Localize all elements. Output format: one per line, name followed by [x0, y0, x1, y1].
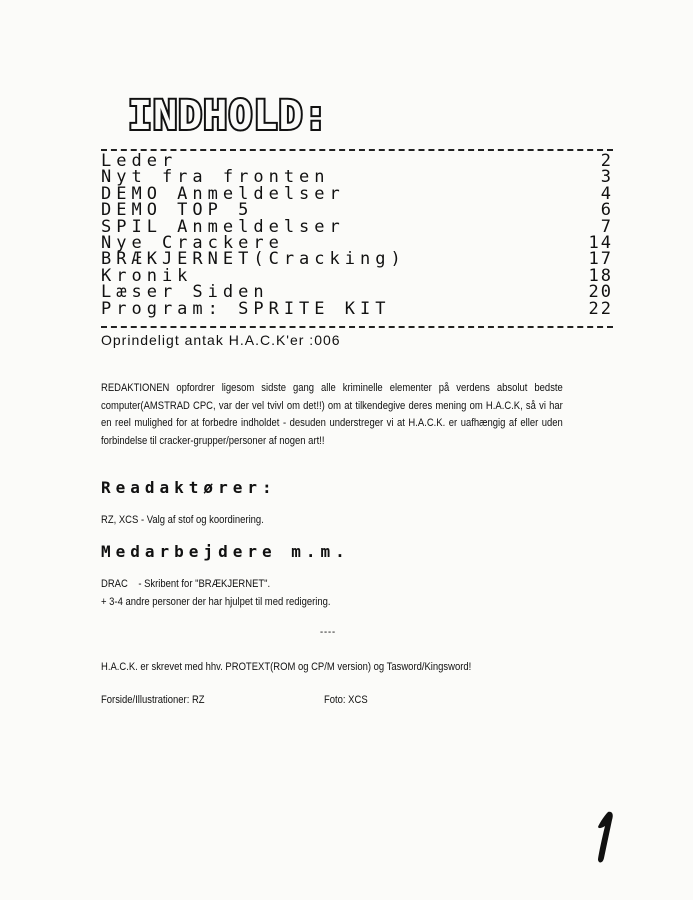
toc-page: 4: [600, 183, 613, 204]
toc-page: 18: [588, 265, 613, 286]
photo-credit: Foto: XCS: [324, 694, 368, 706]
toc-label: SPIL Anmeldelser: [101, 216, 345, 237]
toc-page: 3: [600, 167, 613, 188]
toc-label: Leder: [101, 151, 178, 171]
contributors-heading: Medarbejdere m.m.: [101, 542, 350, 561]
table-of-contents: [101, 153, 613, 317]
software-credit: H.A.C.K. er skrevet med hhv. PROTEXT(ROM og CP/M version) og Tasword/Kingsword!: [101, 661, 472, 673]
toc-label: DEMO TOP 5: [101, 200, 254, 221]
dashed-divider-bottom: [101, 326, 613, 328]
toc-page: 20: [588, 282, 613, 303]
toc-label: DEMO Anmeldelser: [101, 183, 345, 204]
toc-page: 7: [600, 216, 613, 237]
contributors-line: + 3-4 andre personer der har hjulpet til med redigering.: [101, 596, 331, 608]
toc-label: Nye Crackere: [101, 232, 284, 253]
toc-label: Nyt fra fronten: [101, 167, 330, 188]
contributors-line: DRAC - Skribent for "BRÆKJERNET".: [101, 578, 271, 590]
original-issue-note: Oprindeligt antak H.A.C.K'er :006: [101, 332, 341, 348]
separator: ----: [320, 626, 337, 638]
toc-row: [101, 298, 613, 319]
toc-label: Program: SPRITE KIT: [101, 298, 391, 319]
toc-page: 14: [588, 232, 613, 253]
dashed-divider-top: [101, 149, 613, 151]
cover-credit: Forside/Illustrationer: RZ: [101, 694, 205, 706]
handwritten-page-number: [590, 808, 620, 868]
toc-page: 6: [600, 200, 613, 221]
toc-label: Læser Siden: [101, 282, 269, 303]
toc-label: BRÆKJERNET(Cracking): [101, 249, 406, 270]
page-title: INDHOLD:: [128, 93, 329, 139]
editors-heading: Readaktører:: [101, 478, 277, 497]
editors-line: RZ, XCS - Valg af stof og koordinering.: [101, 514, 264, 526]
toc-page: 22: [588, 298, 613, 319]
intro-paragraph: REDAKTIONEN opfordrer ligesom sidste gang alle kriminelle elementer på verdens absolut bedste computer(AMSTRAD CPC, var der vel tvivl om det!!) om at tilkendegive deres mening om H.A.C.K, så vi har en reel mulighed for at forbedre indholdet - desuden understreger vi at H.A.C.K. er uafhængig af eller uden forbindelse til cracker-grupper/personer af nogen art!!: [101, 382, 563, 447]
toc-label: Kronik: [101, 265, 193, 286]
toc-page: 2: [600, 151, 613, 171]
toc-page: 17: [588, 249, 613, 270]
